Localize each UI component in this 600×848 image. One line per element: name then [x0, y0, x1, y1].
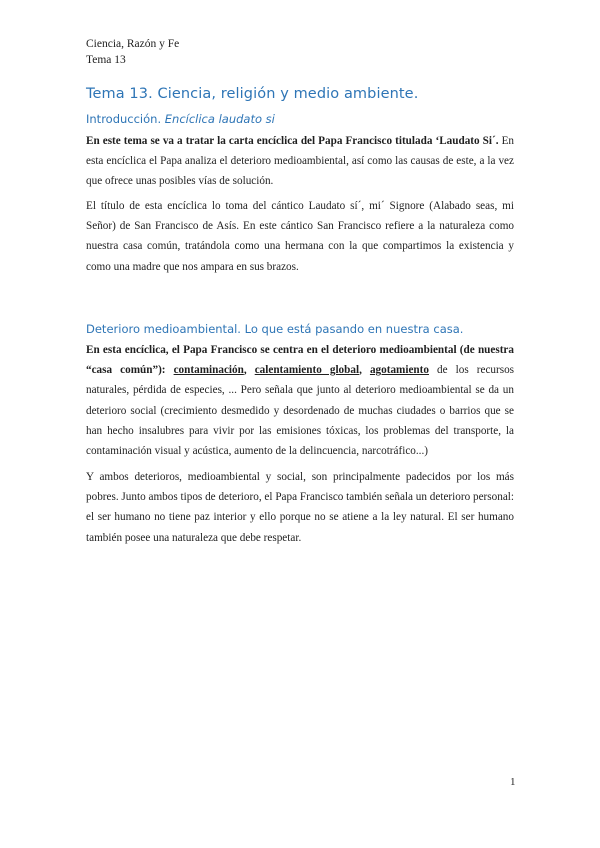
intro-paragraph-1	[86, 131, 514, 192]
section-heading-deterioro: Deterioro medioambiental. Lo que está pasando en nuestra casa.	[86, 322, 464, 336]
deterioro-p1-bold: En esta encíclica, el Papa Francisco se centra en el deterioro medioambiental (de nuestra “casa común”):	[86, 344, 514, 377]
intro-paragraph-2: El título de esta encíclica lo toma del cántico Laudato sí´, mi´ Signore (Alabado seas, mi Señor) de San Francisco de Asís. En este cántico San Francisco refiere a la naturaleza como nuestra casa común, tratándola como una hermana con la que compartimos la existencia y como una madre que nos ampara en sus brazos.	[86, 200, 514, 273]
header-course: Ciencia, Razón y Fe	[86, 38, 180, 50]
section-heading-prefix: Introducción.	[86, 112, 162, 126]
page-header	[86, 36, 179, 68]
deterioro-paragraph-2: Y ambos deterioros, medioambiental y social, son principalmente padecidos por los más pobres. Junto ambos tipos de deterioro, el Papa Francisco también señala un deterioro personal: el ser humano no tiene paz interior y ello porque no se atiene a la ley natural. El ser humano también posee una naturaleza que debe respetar.	[86, 471, 514, 544]
section-heading-introduction	[86, 112, 275, 126]
term-contaminacion: contaminación	[173, 364, 244, 377]
section-heading-italic: Encíclica laudato si	[164, 112, 275, 126]
intro-p1-text: En esta encíclica el Papa analiza el deterioro medioambiental, así como las causas de este, a la vez que ofrece unas posibles vías de solución.	[86, 135, 514, 188]
header-topic: Tema 13	[86, 54, 126, 66]
intro-p1-bold: En este tema se va a tratar la carta encíclica del Papa Francisco titulada ‘Laudato Si´.	[86, 135, 499, 147]
deterioro-p1-text: de los recursos naturales, pérdida de especies, ... Pero señala que junto al deterioro medioambiental se da un deterioro social (crecimiento desmedido y desordenado de muchas ciudades o barrios que se han hecho insalubres para vivir por las emisiones tóxicas, los problemas del transporte, la contaminación visual y acústica, aumento de la delincuencia, narcotráfico...)	[86, 364, 515, 458]
term-agotamiento: agotamiento	[369, 364, 429, 377]
term-calentamiento: calentamiento global	[254, 364, 360, 377]
document-title: Tema 13. Ciencia, religión y medio ambiente.	[86, 86, 419, 102]
deterioro-paragraph-1: En esta encíclica, el Papa Francisco se centra en el deterioro medioambiental (de nuestra “casa común”): contaminación, calentamiento global, agotamiento de los recursos naturales, pérdida de especies, ... Pero señala que junto al deterioro medioambiental se da un deterioro social (crecimiento desmedido y desordenado de muchas ciudades o barrios que se han hecho insalubres para vivir por las emisiones tóxicas, los problemas del transporte, la contaminación visual y acústica, aumento de la delincuencia, narcotráfico...)	[86, 344, 515, 458]
page-number: 1	[510, 776, 516, 788]
